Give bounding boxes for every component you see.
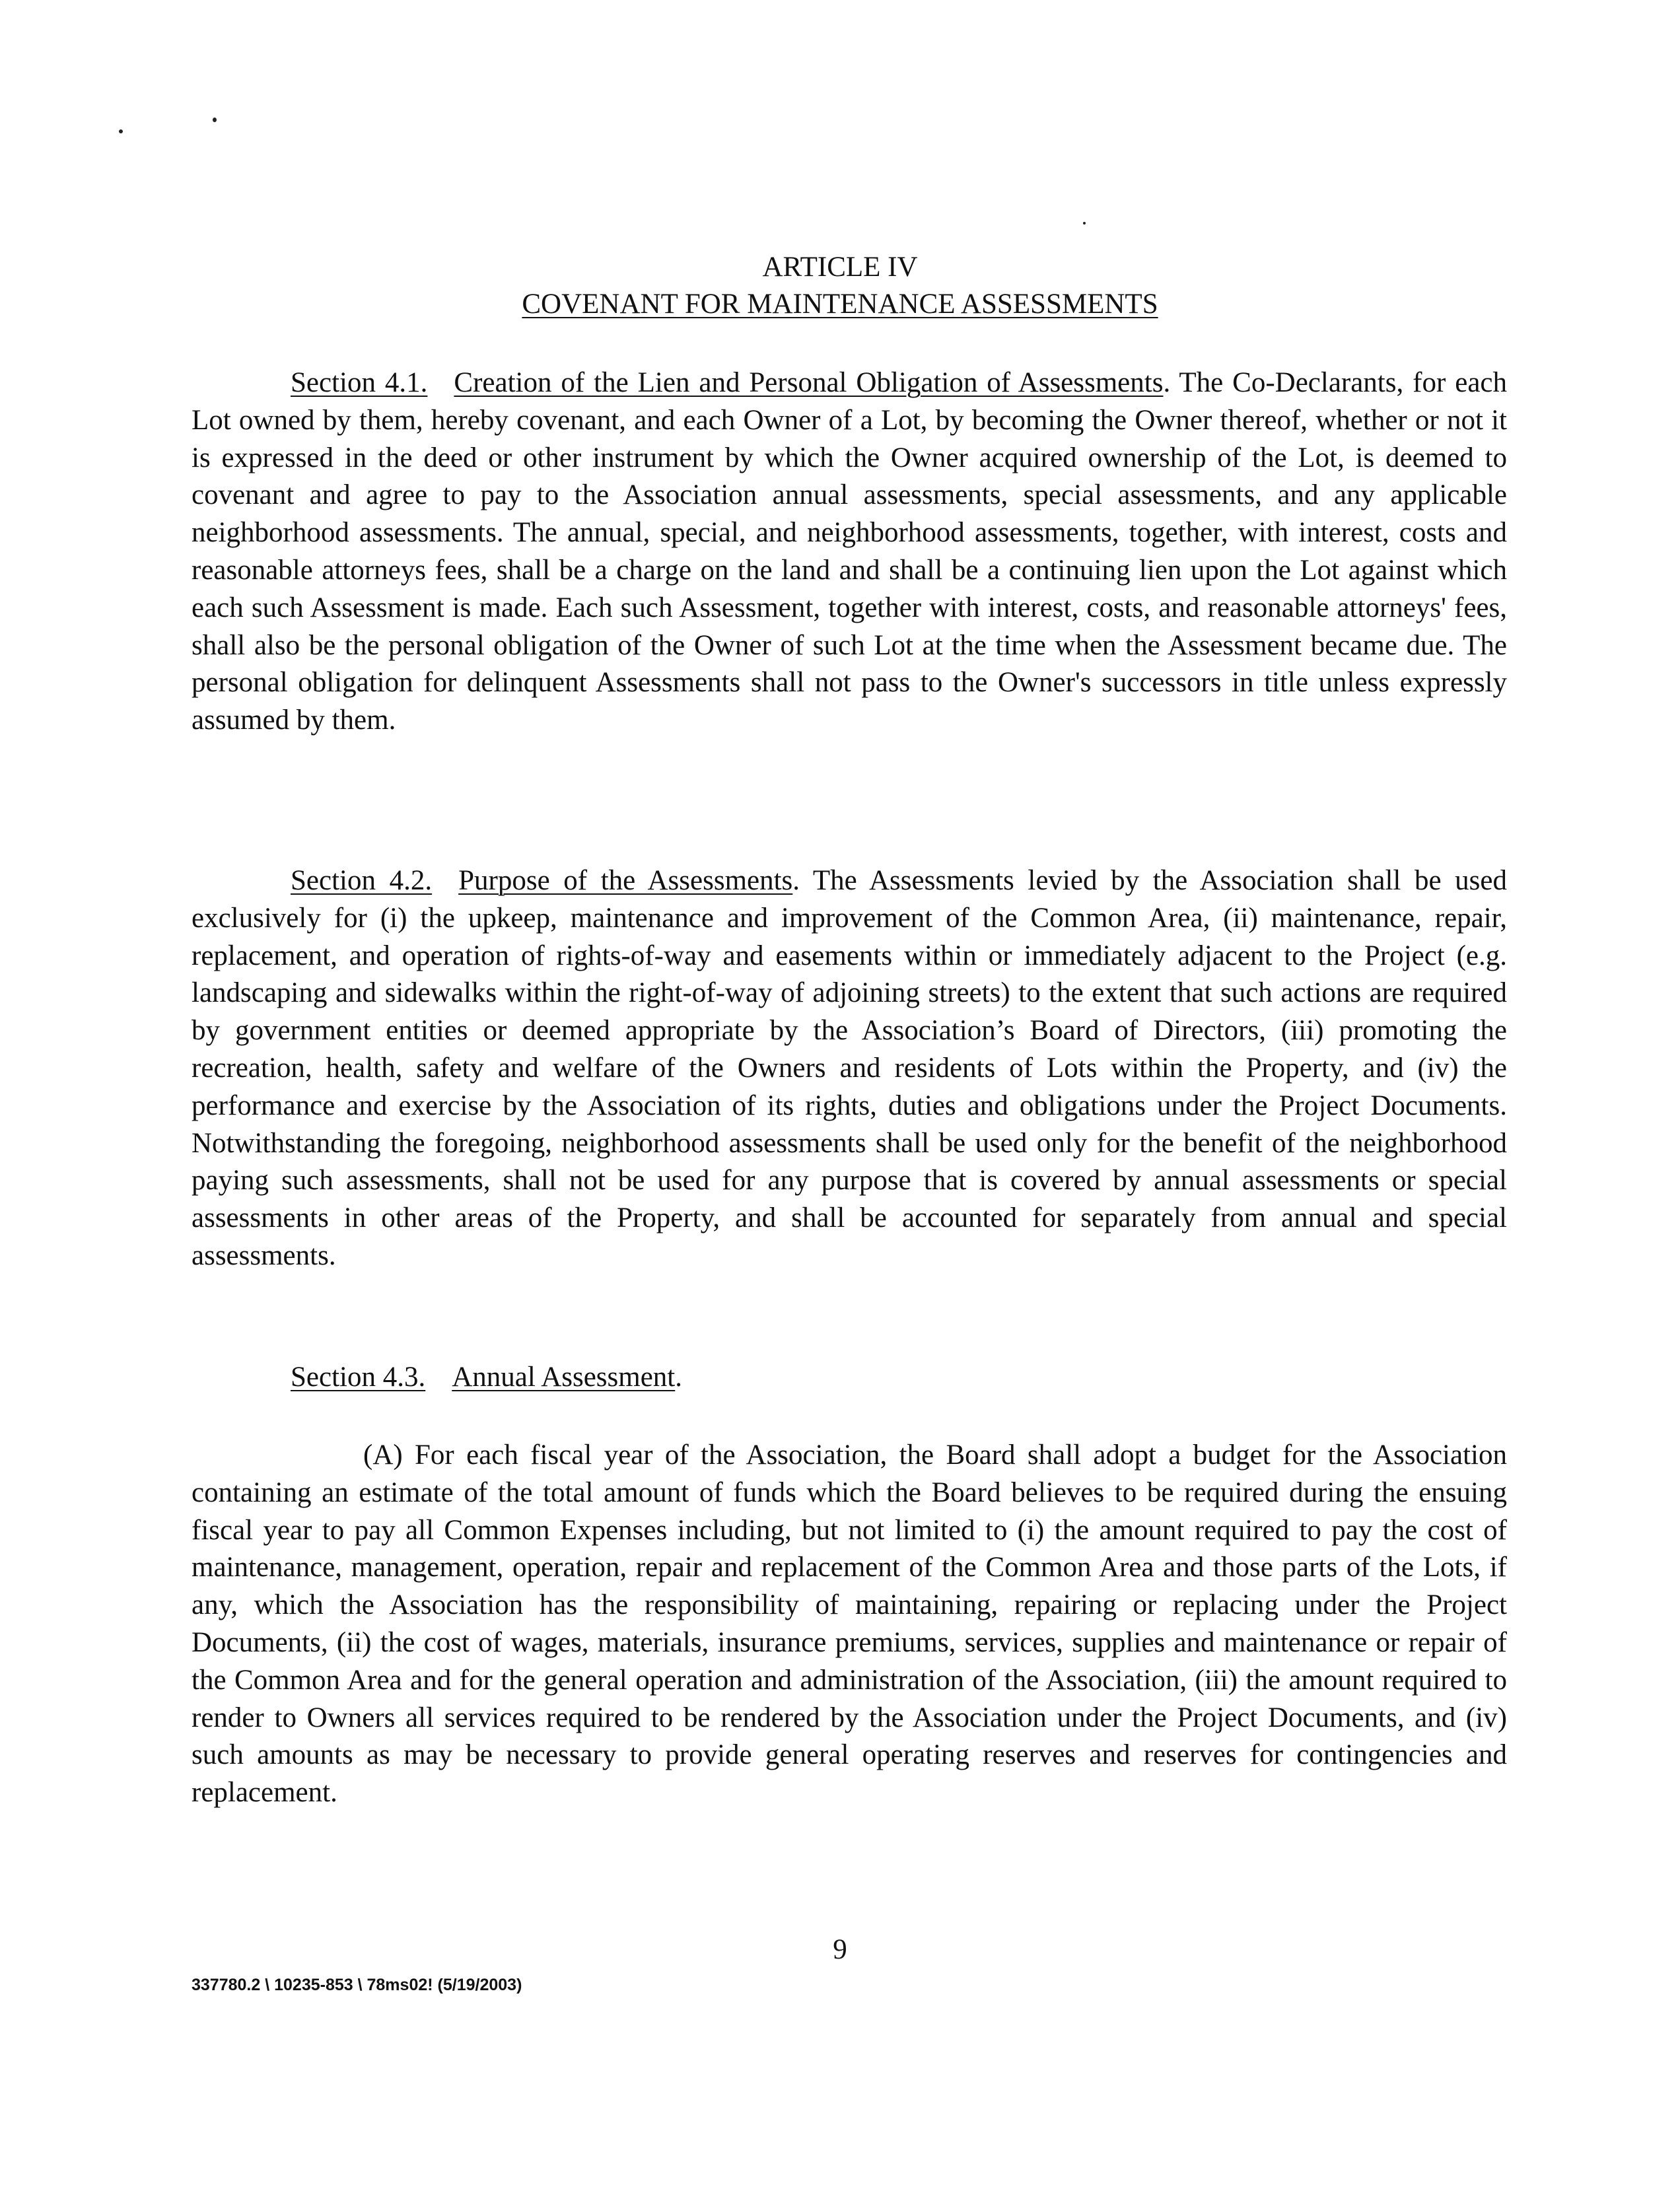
section-title: Creation of the Lien and Personal Obligation of Assessments (454, 367, 1164, 398)
section-4-1 (192, 364, 1507, 740)
section-number: Section 4.1. (291, 367, 428, 398)
section-4-2 (192, 862, 1507, 1275)
scan-speck (1083, 222, 1086, 225)
document-code: 337780.2 \ 10235-853 \ 78ms02! (5/19/2003) (192, 1976, 522, 1994)
page-number: 9 (833, 1934, 847, 1965)
section-number: Section 4.3. (291, 1362, 426, 1393)
subsection-a (192, 1437, 1507, 1812)
section-body: . The Assessments levied by the Association shall be used exclusively for (i) the upkeep, maintenance and improvement of the Common Area, (ii) maintenance, repair, replacement, and operation of rights-of-way and easements within or immediately adjacent to the Project (e.g. landscaping and sidewalks within the right-of-way of adjoining streets) to the extent that such actions are required by government entities or deemed appropriate by the Association’s Board of Directors, (iii) promoting the recreation, health, safety and welfare of the Owners and residents of Lots within the Property, and (iv) the performance and exercise by the Association of its rights, duties and obligations under the Project Documents. Notwithstanding the foregoing, neighborhood assessments shall be used only for the benefit of the neighborhood paying such assessments, shall not be used for any purpose that is covered by annual assessments or special assessments in other areas of the Property, and shall be accounted for separately from annual and special assessments. (192, 865, 1507, 1271)
scan-speck (213, 118, 217, 122)
section-title: Annual Assessment (452, 1362, 676, 1393)
section-title: Purpose of the Assessments (458, 865, 793, 896)
section-number: Section 4.2. (291, 865, 433, 896)
subsection-a-text: (A) For each fiscal year of the Association, the Board shall adopt a budget for the Association containing an estimate of the total amount of funds which the Board believes to be required during the ensuing fiscal year to pay all Common Expenses including, but not limited to (i) the amount required to pay the cost of maintenance, management, operation, repair and replacement of the Common Area and those parts of the Lots, if any, which the Association has the responsibility of maintaining, repairing or replacing under the Project Documents, (ii) the cost of wages, materials, insurance premiums, services, supplies and maintenance or repair of the Common Area and for the general operation and administration of the Association, (iii) the amount required to render to Owners all services required to be rendered by the Association under the Project Documents, and (iv) such amounts as may be necessary to provide general operating reserves and reserves for contingencies and replacement. (192, 1440, 1507, 1809)
scan-speck (119, 129, 123, 133)
article-number: ARTICLE IV (762, 252, 918, 283)
section-body: . (675, 1362, 683, 1393)
article-title: COVENANT FOR MAINTENANCE ASSESSMENTS (522, 289, 1158, 320)
section-4-3 (192, 1359, 1507, 1397)
section-body: . The Co-Declarants, for each Lot owned by them, hereby covenant, and each Owner of a Lot, by becoming the Owner thereof, whether or not it is expressed in the deed or other instrument by which the Owner acquired ownership of the Lot, is deemed to covenant and agree to pay to the Association annual assessments, special assessments, and any applicable neighborhood assessments. The annual, special, and neighborhood assessments, together, with interest, costs and reasonable attorneys fees, shall be a charge on the land and shall be a continuing lien upon the Lot against which each such Assessment is made. Each such Assessment, together with interest, costs, and reasonable attorneys' fees, shall also be the personal obligation of the Owner of such Lot at the time when the Assessment became due. The personal obligation for delinquent Assessments shall not pass to the Owner's successors in title unless expressly assumed by them. (192, 367, 1508, 736)
